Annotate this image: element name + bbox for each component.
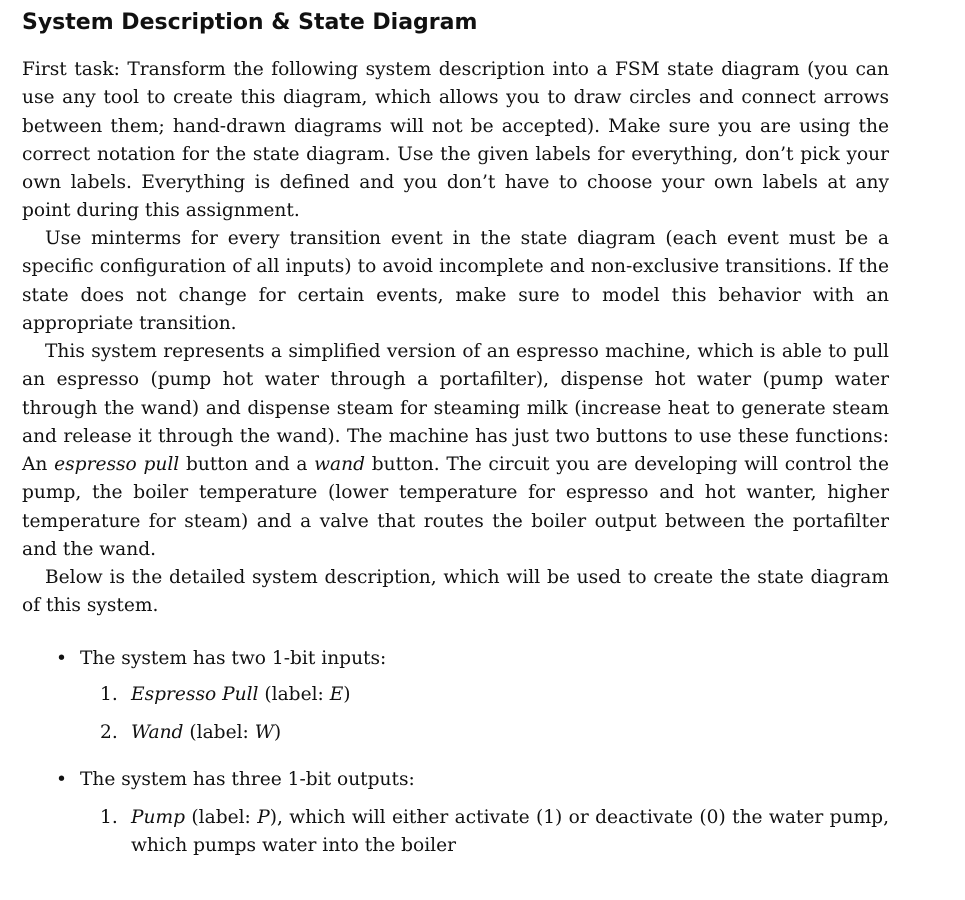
wand-term: wand (314, 454, 366, 476)
paragraph-espresso-machine (22, 338, 889, 564)
item-name: Pump (131, 807, 186, 828)
bullet-inputs (56, 645, 386, 673)
espresso-pull-term: espresso pull (54, 454, 180, 476)
item-text: (label: (258, 684, 330, 705)
bullet-text: The system has three 1-bit outputs: (80, 769, 415, 790)
bullet-outputs (56, 766, 415, 794)
input-item-espresso-pull (100, 681, 889, 709)
section-title: System Description & State Diagram (22, 10, 478, 35)
bullet-icon: • (56, 769, 67, 790)
item-number: 1. (100, 807, 118, 828)
input-item-wand (100, 719, 889, 747)
output-item-pump (100, 804, 889, 861)
item-text: (label: (183, 722, 255, 743)
item-text: ), which will either activate (1) or deactivate (0) the water pump, which pumps water into the boiler (131, 807, 889, 857)
item-name: Wand (131, 722, 184, 743)
item-number: 1. (100, 684, 118, 705)
item-number: 2. (100, 722, 118, 743)
item-label: W (254, 722, 274, 743)
paragraph-text: button and a (179, 454, 315, 476)
bullet-icon: • (56, 648, 67, 669)
item-label: E (329, 684, 344, 705)
item-name: Espresso Pull (131, 684, 259, 705)
paragraph-text: This system represents a simplified version of an espresso machine, which is able to pull an espresso (pump hot water through a portafilter), dispense hot water (pump water through the wand) and dispense steam for steaming milk (increase heat to generate steam and release it through the wand). The machine has just two buttons to use these functions: An (22, 341, 889, 476)
bullet-text: The system has two 1-bit inputs: (80, 648, 387, 669)
paragraph-text: button. The circuit you are developing will control the pump, the boiler temperature (lower temperature for espresso and hot wanter, higher temperature for steam) and a valve that routes the boiler output between the portafilter and the wand. (22, 454, 889, 561)
item-text: ) (273, 722, 282, 743)
paragraph-minterms: Use minterms for every transition event in the state diagram (each event must be a specific configuration of all inputs) to avoid incomplete and non-exclusive transitions. If the state does not change for certain events, make sure to model this behavior with an appropriate transition. (22, 228, 889, 334)
item-text: (label: (185, 807, 258, 828)
paragraph-detailed-description: Below is the detailed system description, which will be used to create the state diagram of this system. (22, 567, 889, 617)
item-text: ) (343, 684, 351, 705)
paragraph-first-task: First task: Transform the following system description into a FSM state diagram (you can use any tool to create this diagram, which allows you to draw circles and connect arrows between them; hand-drawn diagrams will not be accepted). Make sure you are using the correct notation for the state diagram. Use the given labels for everything, don’t pick your own labels. Everything is defined and you don’t have to choose your own labels at any point during this assignment. (22, 59, 889, 222)
item-label: P (257, 807, 270, 828)
